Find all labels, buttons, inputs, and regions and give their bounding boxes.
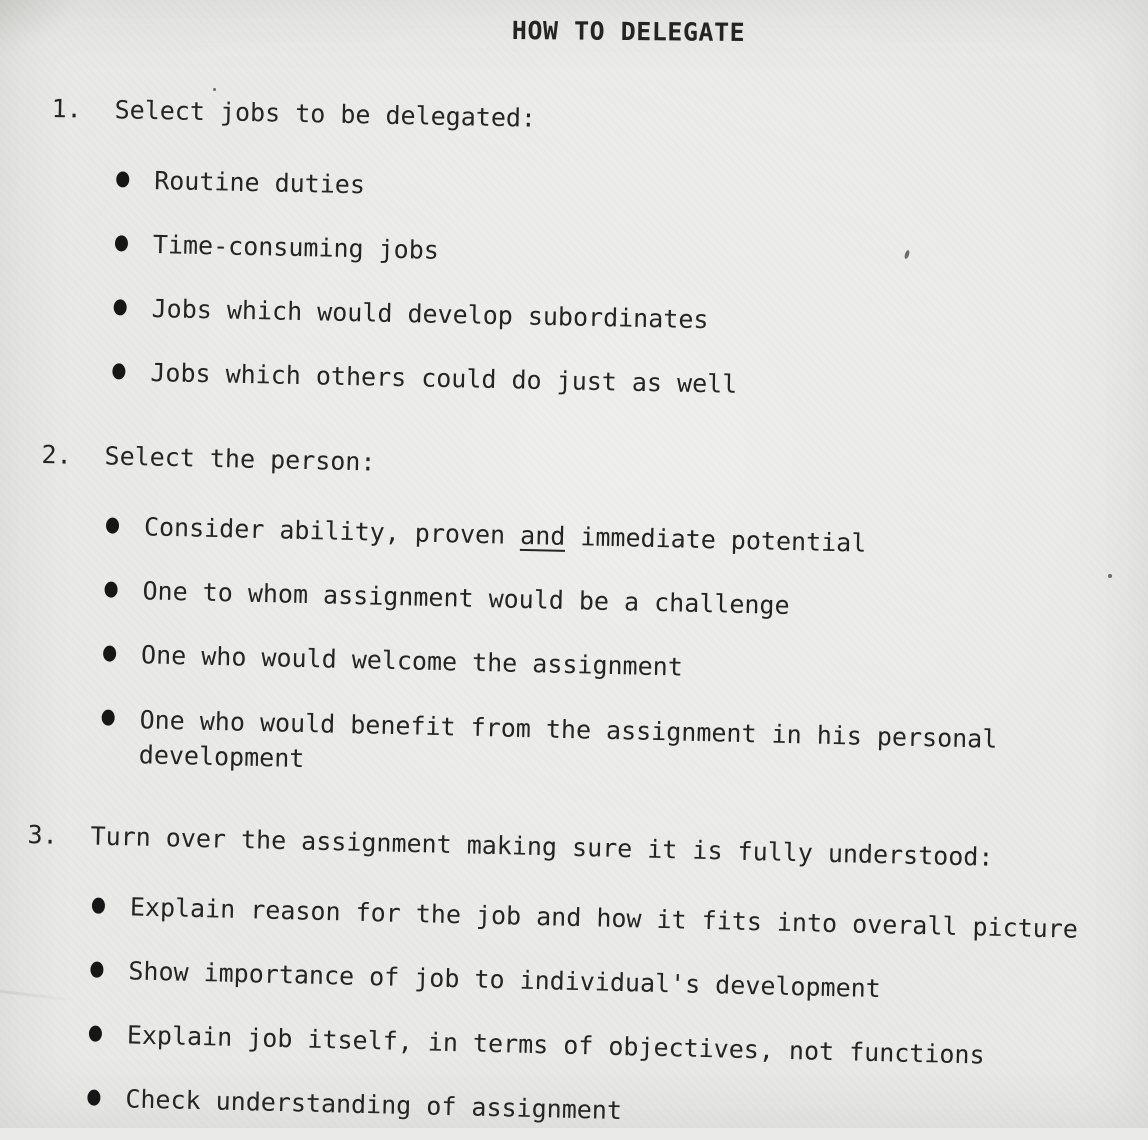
section-heading-row [51, 92, 536, 136]
bullet-text: Routine duties [153, 166, 366, 200]
section-number: 3. [27, 819, 59, 850]
list-item [115, 227, 440, 267]
list-item [92, 890, 1079, 947]
bullet-text: Jobs which would develop subordinates [151, 294, 709, 335]
bullet-icon [92, 898, 105, 914]
list-item [87, 1081, 622, 1128]
bullet-text: Check understanding of assignment [125, 1084, 623, 1126]
bullet-text [144, 510, 867, 560]
list-item [113, 291, 708, 337]
section-heading: Turn over the assignment making sure it is fully understood: [90, 821, 994, 872]
bullet-text: Explain job itself, in terms of objectives, not functions [126, 1020, 985, 1070]
bullet-icon [90, 962, 103, 978]
section-select-person [41, 438, 1148, 774]
page-title: HOW TO DELEGATE [511, 15, 746, 48]
bullet-text: One who would benefit from the assignment in his personal development [138, 705, 998, 774]
bullet-text-pre: Consider ability, proven [143, 512, 521, 550]
section-number: 1. [51, 93, 83, 124]
bullet-icon [87, 1089, 100, 1105]
list-item [100, 701, 1024, 792]
bullet-text: One who would welcome the assignment [140, 640, 684, 682]
section-number: 2. [41, 439, 73, 470]
bullet-icon [116, 171, 129, 187]
list-item [103, 637, 683, 684]
section-turn-over-assignment [27, 818, 1138, 1126]
list-item [89, 1018, 985, 1073]
scan-speck [213, 88, 216, 91]
list-item [112, 355, 738, 402]
scan-speck [1108, 574, 1112, 578]
scan-corner-shade [0, 0, 90, 60]
bullet-icon [89, 1025, 102, 1041]
section-heading: Select jobs to be delegated: [114, 95, 537, 133]
bullet-text: Time-consuming jobs [152, 230, 440, 265]
section-heading: Select the person: [104, 441, 376, 477]
bullet-icon [103, 645, 116, 661]
bullet-text: Explain reason for the job and how it fits into overall picture [129, 892, 1079, 944]
section-select-jobs [51, 92, 1148, 399]
bullet-icon [104, 581, 117, 597]
bullet-text: One to whom assignment would be a challenge [142, 576, 790, 621]
section-heading-row [27, 818, 994, 875]
bullet-icon [112, 363, 125, 379]
bullet-text: Show importance of job to individual's development [128, 956, 882, 1004]
paper-crease [0, 989, 74, 1001]
bullet-icon [101, 709, 114, 725]
bullet-text-underlined: and [519, 520, 566, 551]
bullet-text-post: immediate potential [565, 521, 867, 558]
list-item [116, 163, 365, 202]
bullet-text: Jobs which others could do just as well [150, 358, 738, 399]
list-item [90, 954, 881, 1007]
bullet-icon [115, 235, 128, 251]
list-item [106, 509, 867, 560]
bullet-icon [106, 517, 119, 533]
scan-speck [904, 250, 911, 260]
list-item [104, 573, 790, 623]
bullet-icon [114, 299, 127, 315]
section-heading-row [41, 438, 376, 480]
